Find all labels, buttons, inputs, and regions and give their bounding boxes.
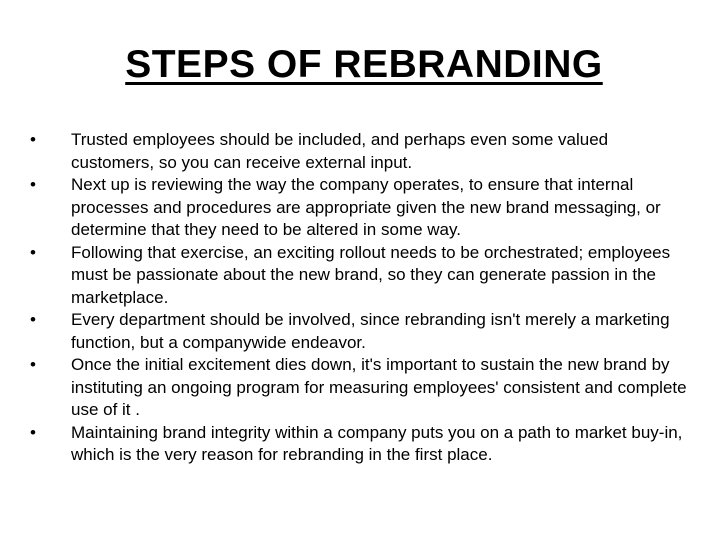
bullet-dot-icon: • bbox=[30, 355, 36, 374]
bullet-text: Every department should be involved, since rebranding isn't merely a marketing function, but a companywide endeavor. bbox=[71, 310, 670, 352]
slide-title-text: STEPS OF REBRANDING bbox=[125, 43, 603, 86]
slide-title bbox=[0, 40, 728, 90]
bullet-text: Once the initial excitement dies down, it's important to sustain the new brand by instituting an ongoing program for measuring employees' consistent and complete use of it . bbox=[71, 355, 687, 419]
bullet-dot-icon: • bbox=[30, 242, 36, 262]
bullet-item bbox=[30, 422, 690, 467]
bullet-text: Following that exercise, an exciting rollout needs to be orchestrated; employees must be passionate about the new brand, so they can generate passion in the marketplace. bbox=[71, 242, 671, 307]
bullet-list bbox=[30, 129, 690, 467]
bullet-item bbox=[30, 309, 690, 354]
bullet-item bbox=[30, 354, 690, 422]
bullet-dot-icon: • bbox=[30, 130, 36, 149]
bullet-text: Next up is reviewing the way the company operates, to ensure that internal processes and procedures are appropriate given the new brand messaging, or determine that they need to be altered in some way. bbox=[71, 175, 661, 239]
bullet-text: Maintaining brand integrity within a company puts you on a path to market buy-in, which is the very reason for rebranding in the first place. bbox=[71, 422, 683, 464]
bullet-dot-icon: • bbox=[30, 422, 36, 442]
bullet-text: Trusted employees should be included, and perhaps even some valued customers, so you can receive external input. bbox=[71, 130, 609, 172]
bullet-dot-icon: • bbox=[30, 175, 36, 194]
bullet-item bbox=[30, 129, 690, 174]
bullet-dot-icon: • bbox=[30, 310, 36, 329]
bullet-item bbox=[30, 174, 690, 242]
bullet-item bbox=[30, 242, 690, 310]
